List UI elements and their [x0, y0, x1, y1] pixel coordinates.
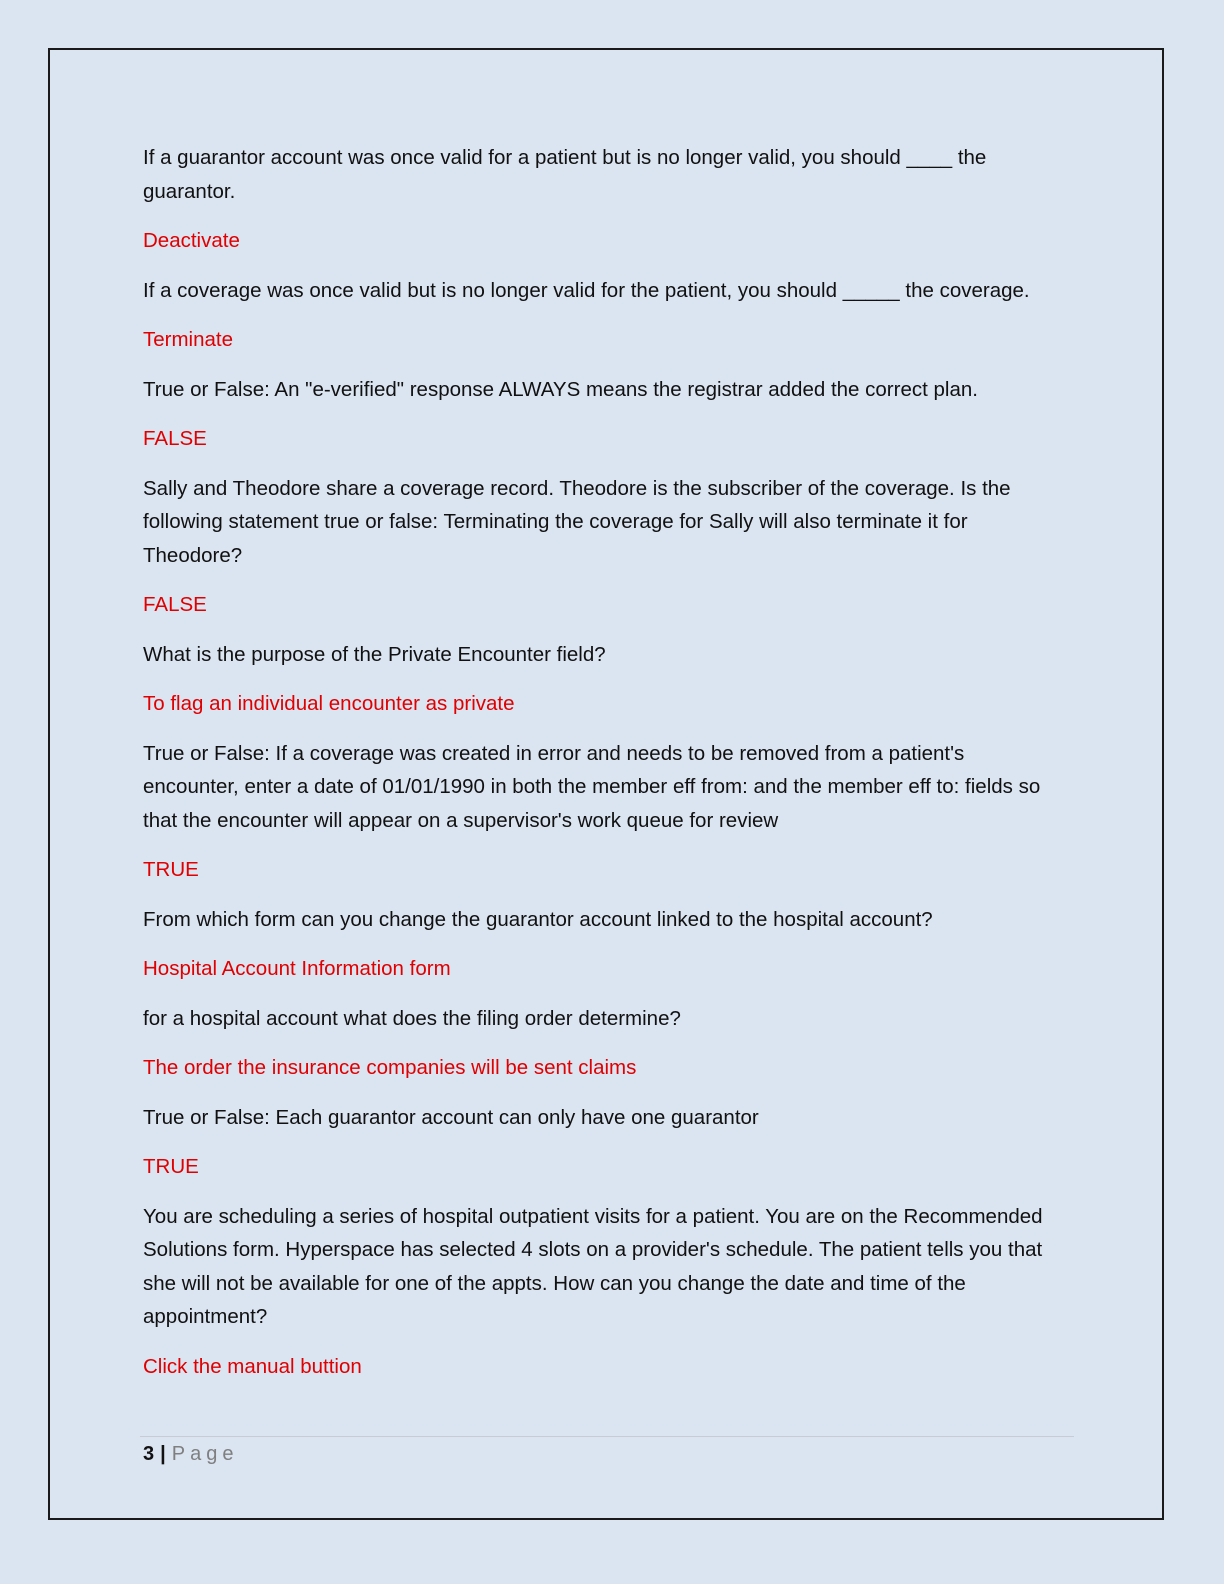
question-text: True or False: An "e-verified" response ALWAYS means the registrar added the correct plan.: [143, 377, 978, 401]
question-text: From which form can you change the guarantor account linked to the hospital account?: [143, 907, 933, 931]
page-label: Page: [171, 1443, 239, 1465]
question-text: True or False: If a coverage was created in error and needs to be removed from a patient's encounter, enter a date of 01/01/1990 in both the member eff from: and the member eff to: fields so that the encounter will appear on a supervisor's work queue for review: [143, 741, 1041, 832]
footer-divider: [140, 1436, 1074, 1437]
answer-text: FALSE: [143, 593, 207, 616]
page-number: 3: [143, 1443, 155, 1465]
answer-text: Terminate: [143, 328, 234, 351]
footer-separator: |: [160, 1443, 166, 1465]
question-text: You are scheduling a series of hospital outpatient visits for a patient. You are on the Recommended Solutions form. Hyperspace has selected 4 slots on a provider's schedule. The patient tells you that she will not be available for one of the appts. How can you change the date and time of the appointment?: [143, 1204, 1043, 1328]
answer-text: The order the insurance companies will be sent claims: [143, 1056, 637, 1079]
answer-text: To flag an individual encounter as private: [143, 692, 515, 715]
answer-text: TRUE: [143, 858, 199, 881]
question-text: for a hospital account what does the filing order determine?: [143, 1006, 681, 1030]
answer-text: TRUE: [143, 1155, 199, 1178]
qa-list: [143, 141, 1063, 1399]
answer-text: FALSE: [143, 427, 207, 450]
page-footer: [143, 1440, 238, 1468]
answer-text: Click the manual buttion: [143, 1354, 362, 1378]
question-text: If a coverage was once valid but is no longer valid for the patient, you should _____ the coverage.: [143, 278, 1030, 302]
answer-text: Hospital Account Information form: [143, 957, 451, 980]
question-text: If a guarantor account was once valid for a patient but is no longer valid, you should ____ the guarantor.: [143, 146, 987, 203]
question-text: Sally and Theodore share a coverage record. Theodore is the subscriber of the coverage. Is the following statement true or false: Terminating the coverage for Sally will also terminate it for Theodore?: [143, 476, 1011, 567]
question-text: What is the purpose of the Private Encounter field?: [143, 642, 606, 666]
question-text: True or False: Each guarantor account can only have one guarantor: [143, 1105, 759, 1129]
answer-text: Deactivate: [143, 229, 240, 252]
